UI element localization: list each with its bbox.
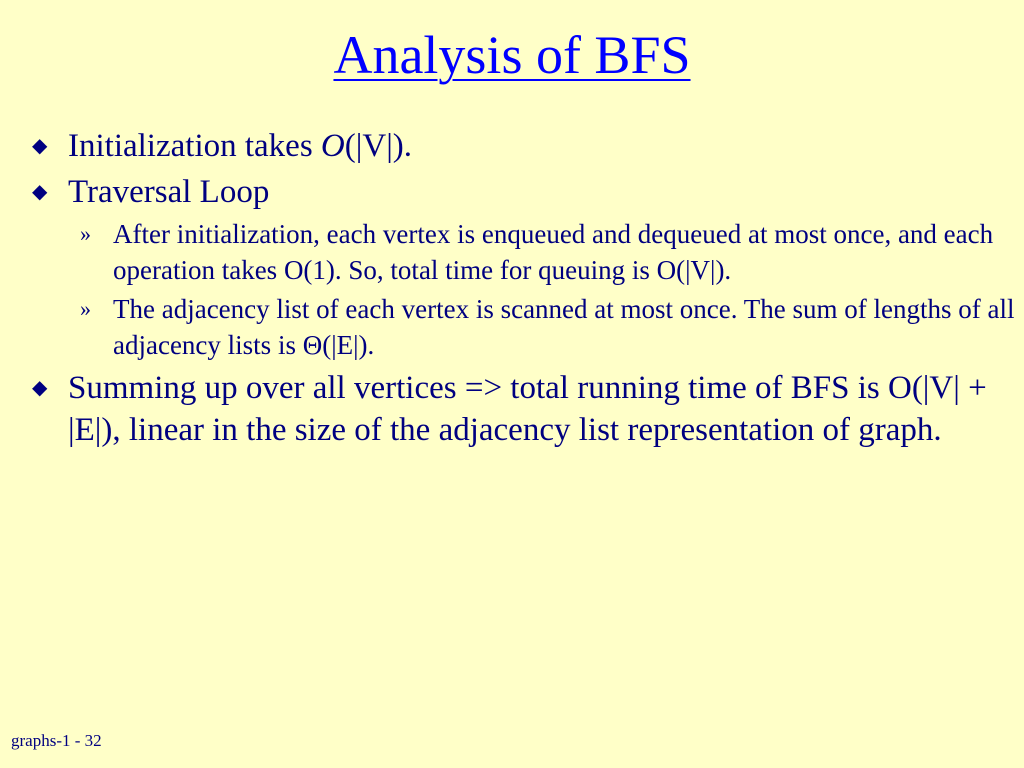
bullet-traversal-loop-text: Traversal Loop	[68, 174, 270, 210]
slide-footer: graphs-1 - 32	[11, 731, 102, 750]
slide-title-text: Analysis of BFS	[333, 25, 691, 85]
subbullet-adjacency-text: The adjacency list of each vertex is scanned at most once. The sum of lengths of all adjacency lists is Θ(|E|).	[113, 294, 1015, 360]
slide-content	[30, 125, 1015, 451]
bullet-initialization-text-after: (|V|).	[344, 128, 413, 164]
diamond-bullet-icon: ◆	[32, 135, 48, 157]
bullet-initialization-text	[68, 125, 1015, 167]
diamond-bullet-icon: ◆	[32, 181, 48, 203]
double-chevron-bullet-icon: »	[80, 296, 91, 321]
bullet-summary	[30, 367, 1015, 451]
slide-title	[0, 20, 1024, 90]
bullet-initialization-text-before: Initialization takes	[68, 128, 321, 164]
bullet-summary-text: Summing up over all vertices => total running time of BFS is O(|V| + |E|), linear in the size of the adjacency list representation of graph.	[68, 370, 987, 448]
double-chevron-bullet-icon: »	[80, 221, 91, 246]
bullet-traversal-loop	[30, 171, 1015, 213]
subbullet-queuing-text: After initialization, each vertex is enqueued and dequeued at most once, and each operation takes O(1). So, total time for queuing is O(|V|).	[113, 219, 994, 285]
subbullet-adjacency	[80, 291, 1015, 363]
big-o-symbol: O	[320, 128, 345, 164]
bullet-initialization	[30, 125, 1015, 167]
subbullet-queuing	[80, 216, 1015, 288]
diamond-bullet-icon: ◆	[32, 377, 48, 399]
